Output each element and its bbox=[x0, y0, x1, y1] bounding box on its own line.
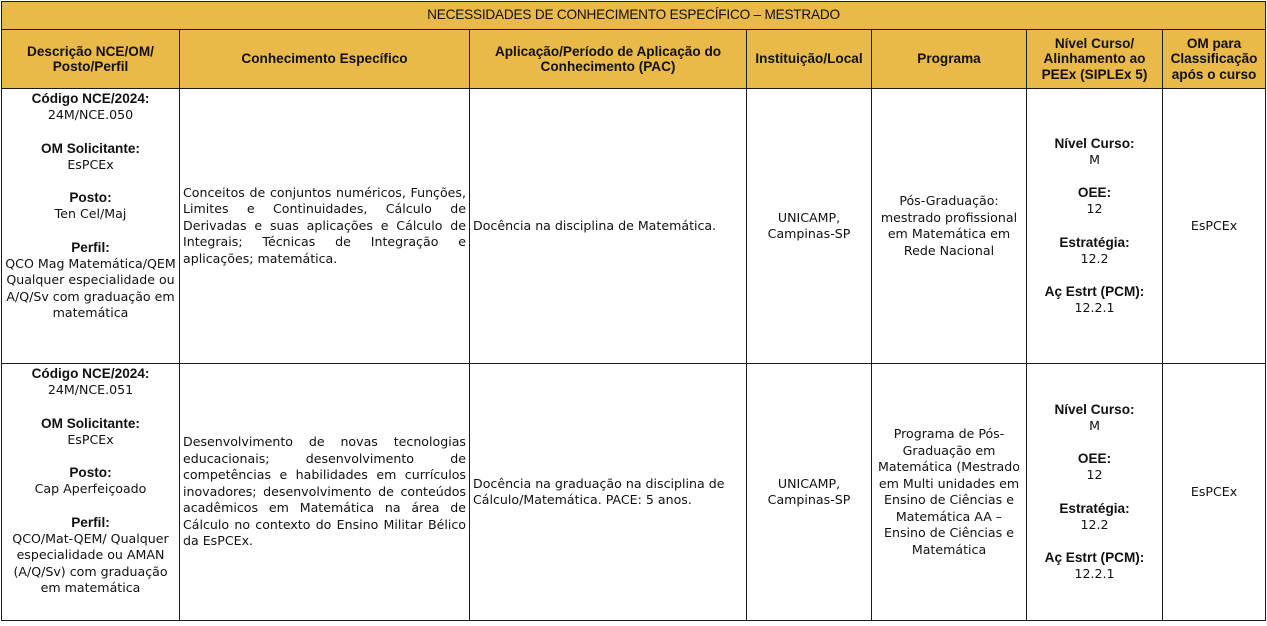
perfil-label: Perfil: bbox=[71, 239, 110, 255]
aplicacao-cell: Docência na disciplina de Matemática. bbox=[470, 89, 747, 364]
codigo-value: 24M/NCE.051 bbox=[47, 382, 134, 397]
nivel-cell bbox=[1027, 364, 1163, 621]
header-om: OM para Classificação após o curso bbox=[1163, 30, 1266, 89]
nivel-curso-value: M bbox=[1089, 417, 1100, 433]
codigo-value: 24M/NCE.050 bbox=[47, 107, 134, 122]
ac-estrt-label: Aç Estrt (PCM): bbox=[1044, 550, 1145, 565]
oee-label: OEE: bbox=[1077, 451, 1112, 466]
om-solicitante-label: OM Solicitante: bbox=[41, 140, 140, 156]
posto-value: Cap Aperfeiçoado bbox=[34, 481, 147, 496]
header-descricao: Descrição NCE/OM/ Posto/Perfil bbox=[2, 30, 180, 89]
nivel-curso-label: Nível Curso: bbox=[1054, 135, 1135, 151]
header-instituicao: Instituição/Local bbox=[747, 30, 872, 89]
ac-estrt-value: 12.2.1 bbox=[1074, 300, 1115, 315]
codigo-label: Código NCE/2024: bbox=[31, 91, 150, 106]
table-row bbox=[2, 364, 1266, 621]
perfil-label: Perfil: bbox=[71, 514, 110, 530]
descricao-cell bbox=[2, 89, 180, 364]
table-row bbox=[2, 89, 1266, 364]
perfil-value: QCO Mag Matemática/QEM Qualquer especialidade ou A/Q/Sv com graduação em matemática bbox=[5, 255, 176, 320]
om-solicitante-value: EsPCEx bbox=[67, 431, 114, 447]
table-title-row bbox=[2, 2, 1266, 30]
ac-estrt-value: 12.2.1 bbox=[1074, 566, 1115, 581]
nivel-curso-value: M bbox=[1089, 151, 1100, 167]
estrategia-value: 12.2 bbox=[1080, 516, 1109, 532]
instituicao-cell: UNICAMP, Campinas-SP bbox=[747, 89, 872, 364]
nce-table bbox=[1, 1, 1266, 621]
estrategia-label: Estratégia: bbox=[1059, 234, 1130, 250]
descricao-cell bbox=[2, 364, 180, 621]
codigo-label: Código NCE/2024: bbox=[31, 366, 150, 381]
nivel-cell bbox=[1027, 89, 1163, 364]
om-solicitante-label: OM Solicitante: bbox=[41, 415, 140, 431]
posto-label: Posto: bbox=[69, 465, 112, 480]
posto-label: Posto: bbox=[69, 190, 112, 205]
oee-value: 12 bbox=[1086, 201, 1103, 216]
oee-label: OEE: bbox=[1077, 185, 1112, 200]
om-cell: EsPCEx bbox=[1163, 89, 1266, 364]
conhecimento-cell: Conceitos de conjuntos numéricos, Funções, Limites e Continuidades, Cálculo de Derivadas e suas aplicações e Cálculo de Integrais; Técnicas de Integração e aplicações; matemática. bbox=[180, 89, 470, 364]
table-title: NECESSIDADES DE CONHECIMENTO ESPECÍFICO – MESTRADO bbox=[2, 2, 1266, 30]
om-solicitante-value: EsPCEx bbox=[67, 156, 114, 172]
ac-estrt-label: Aç Estrt (PCM): bbox=[1044, 284, 1145, 299]
estrategia-label: Estratégia: bbox=[1059, 500, 1130, 516]
nivel-curso-label: Nível Curso: bbox=[1054, 401, 1135, 417]
estrategia-value: 12.2 bbox=[1080, 250, 1109, 266]
programa-cell: Programa de Pós-Graduação em Matemática (Mestrado em Multi unidades em Ensino de Ciências e Matemática AA – Ensino de Ciências e Matemática bbox=[872, 364, 1027, 621]
oee-value: 12 bbox=[1086, 467, 1103, 482]
conhecimento-cell: Desenvolvimento de novas tecnologias educacionais; desenvolvimento de competências e habilidades em currículos inovadores; desenvolvimento de conteúdos acadêmicos em Matemática na área de Cálculo no contexto do Ensino Militar Bélico da EsPCEx. bbox=[180, 364, 470, 621]
om-cell: EsPCEx bbox=[1163, 364, 1266, 621]
header-conhecimento: Conhecimento Específico bbox=[180, 30, 470, 89]
header-nivel: Nível Curso/ Alinhamento ao PEEx (SIPLEx 5) bbox=[1027, 30, 1163, 89]
posto-value: Ten Cel/Maj bbox=[54, 206, 127, 221]
instituicao-cell: UNICAMP, Campinas-SP bbox=[747, 364, 872, 621]
header-programa: Programa bbox=[872, 30, 1027, 89]
programa-cell: Pós-Graduação: mestrado profissional em Matemática em Rede Nacional bbox=[872, 89, 1027, 364]
perfil-value: QCO/Mat-QEM/ Qualquer especialidade ou AMAN (A/Q/Sv) com graduação em matemática bbox=[12, 530, 169, 595]
aplicacao-cell: Docência na graduação na disciplina de Cálculo/Matemática. PACE: 5 anos. bbox=[470, 364, 747, 621]
table-header-row bbox=[2, 30, 1266, 89]
header-aplicacao: Aplicação/Período de Aplicação do Conhecimento (PAC) bbox=[470, 30, 747, 89]
